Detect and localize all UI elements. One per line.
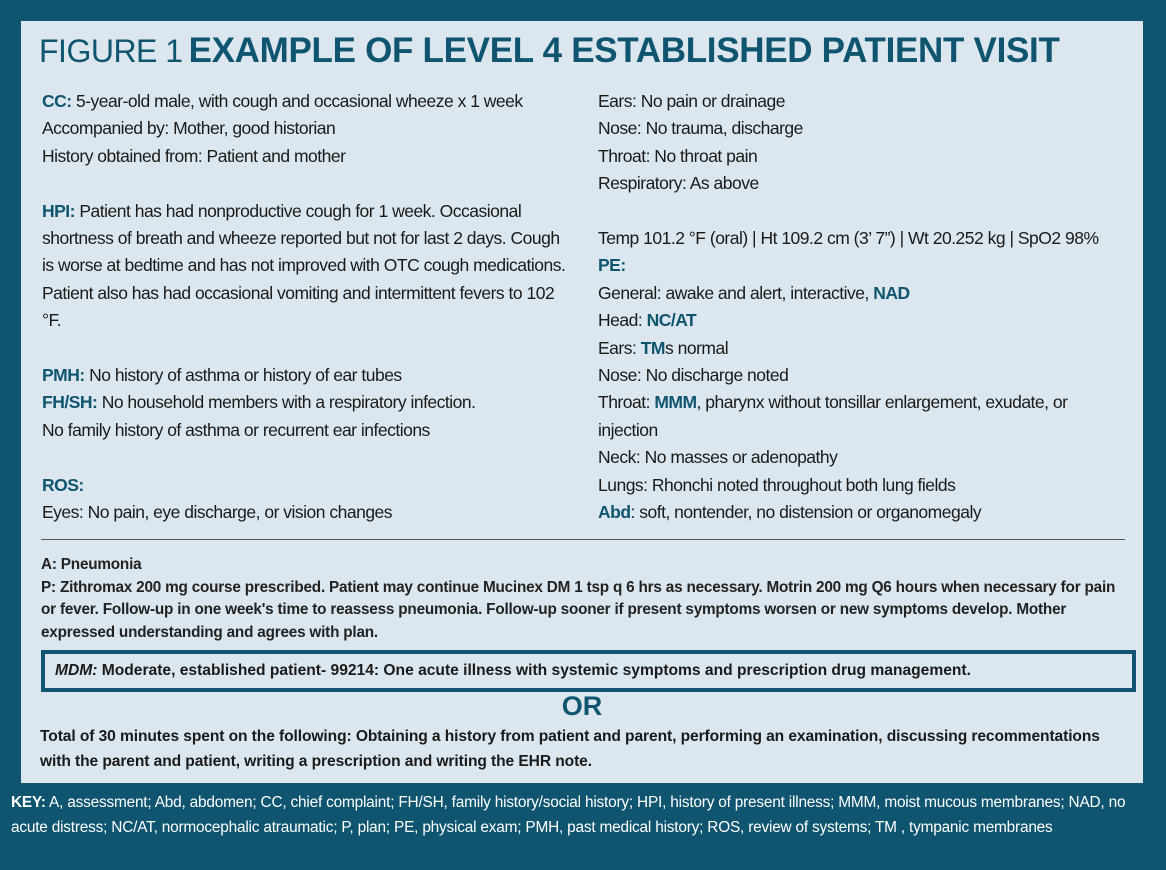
pmh-text: No history of asthma or history of ear tubes [84,365,402,386]
ros-nose-line: Nose: No trauma, discharge [598,118,803,139]
ros-eyes-line: Eyes: No pain, eye discharge, or vision changes [42,502,393,523]
spacer [42,170,572,197]
fhsh-line-2: No family history of asthma or recurrent ear infections [42,419,430,440]
pe-lungs-line: Lungs: Rhonchi noted throughout both lung fields [598,474,956,495]
mdm-label: MDM: [55,662,98,679]
accompanied-line: Accompanied by: Mother, good historian [42,118,336,139]
total-time-paragraph: Total of 30 minutes spent on the following: Obtaining a history from patient and parent, performing an examination, discussing recommentations with the parent and patient, writing a prescription and writing the EHR note. [40,728,1100,770]
assessment-line: A: Pneumonia [41,556,142,573]
pe-general-key: NAD [873,282,910,303]
pe-throat-line [598,389,1128,444]
pe-general-text: General: awake and alert, interactive, [598,282,874,303]
pmh-line [42,362,572,389]
cc-label: CC: [42,91,72,111]
pe-ears-key: TM [640,337,665,358]
key-label: KEY: [11,794,46,811]
pe-head-text: Head: [598,310,647,331]
figure-label: FIGURE 1 [39,33,183,69]
spacer [42,444,572,471]
figure-panel [21,21,1143,783]
pe-neck-line: Neck: No masses or adenopathy [598,447,838,468]
pe-throat-text: Throat: [598,392,655,413]
ros-label: ROS: [42,474,84,495]
mdm-text: Moderate, established patient- 99214: One acute illness with systemic symptoms and prescription drug management. [97,662,971,679]
mdm-box [41,650,1136,692]
plan-paragraph: P: Zithromax 200 mg course prescribed. Patient may continue Mucinex DM 1 tsp q 6 hrs as necessary. Motrin 200 mg Q6 hours when necessary for pain or fever. Follow-up in one week's time to reassess pneumonia. Follow-up sooner if present symptoms worsen or new symptoms develop. Mother expressed understanding and agrees with plan. [41,578,1116,641]
spacer [42,335,572,362]
cc-line [42,88,572,115]
pe-throat-key: MMM [654,392,697,413]
pe-ears-post: s normal [665,337,729,358]
cc-text: 5-year-old male, with cough and occasional wheeze x 1 week [71,91,523,111]
pe-abd-line [598,499,1128,526]
fhsh-text: No household members with a respiratory infection. [97,392,476,413]
pmh-label: PMH: [42,365,85,386]
pe-abd-key: Abd [598,502,631,523]
spacer [598,198,1128,225]
fhsh-label: FH/SH: [42,392,98,413]
ros-ears-line: Ears: No pain or drainage [598,91,785,111]
hpi-label: HPI: [42,200,75,221]
pe-head-line [598,307,1128,334]
hpi-paragraph [42,198,572,335]
hpi-text: Patient has had nonproductive cough for 1 week. Occasional shortness of breath and wheeze reported but not for last 2 days. Cough is worse at bedtime and has not improved with OTC cough medications. Patient also has had occasional vomiting and intermittent fevers to 102 °F. [42,200,566,331]
pe-ears-text: Ears: [598,337,641,358]
pe-throat-post: , pharynx without tonsillar enlargement, exudate, or injection [598,392,1068,440]
pe-nose-line: Nose: No discharge noted [598,365,789,386]
right-column [598,88,1128,526]
pe-general-line [598,280,1128,307]
or-separator: OR [561,691,603,721]
left-column [42,88,572,526]
key-legend [11,790,1156,840]
ros-respiratory-line: Respiratory: As above [598,173,759,194]
pe-ears-line [598,335,1128,362]
ros-throat-line: Throat: No throat pain [598,145,758,166]
section-divider [41,539,1125,540]
assessment-plan [41,554,1121,644]
pe-head-key: NC/AT [646,310,697,331]
pe-abd-text: : soft, nontender, no distension or organomegaly [630,502,982,523]
key-text: A, assessment; Abd, abdomen; CC, chief complaint; FH/SH, family history/social history; HPI, history of present illness; MMM, moist mucous membranes; NAD, no acute distress; NC/AT, normocephalic atraumatic; P, plan; PE, physical exam; PMH, past medical history; ROS, review of systems; TM , tympanic membranes [11,794,1126,836]
vitals-line: Temp 101.2 °F (oral) | Ht 109.2 cm (3’ 7”) | Wt 20.252 kg | SpO2 98% [598,228,1099,249]
figure-heading: EXAMPLE OF LEVEL 4 ESTABLISHED PATIENT VISIT [188,31,1060,70]
figure-title [39,31,1060,71]
fhsh-line [42,389,572,416]
history-source-line: History obtained from: Patient and mother [42,145,346,166]
pe-label: PE: [598,255,626,276]
